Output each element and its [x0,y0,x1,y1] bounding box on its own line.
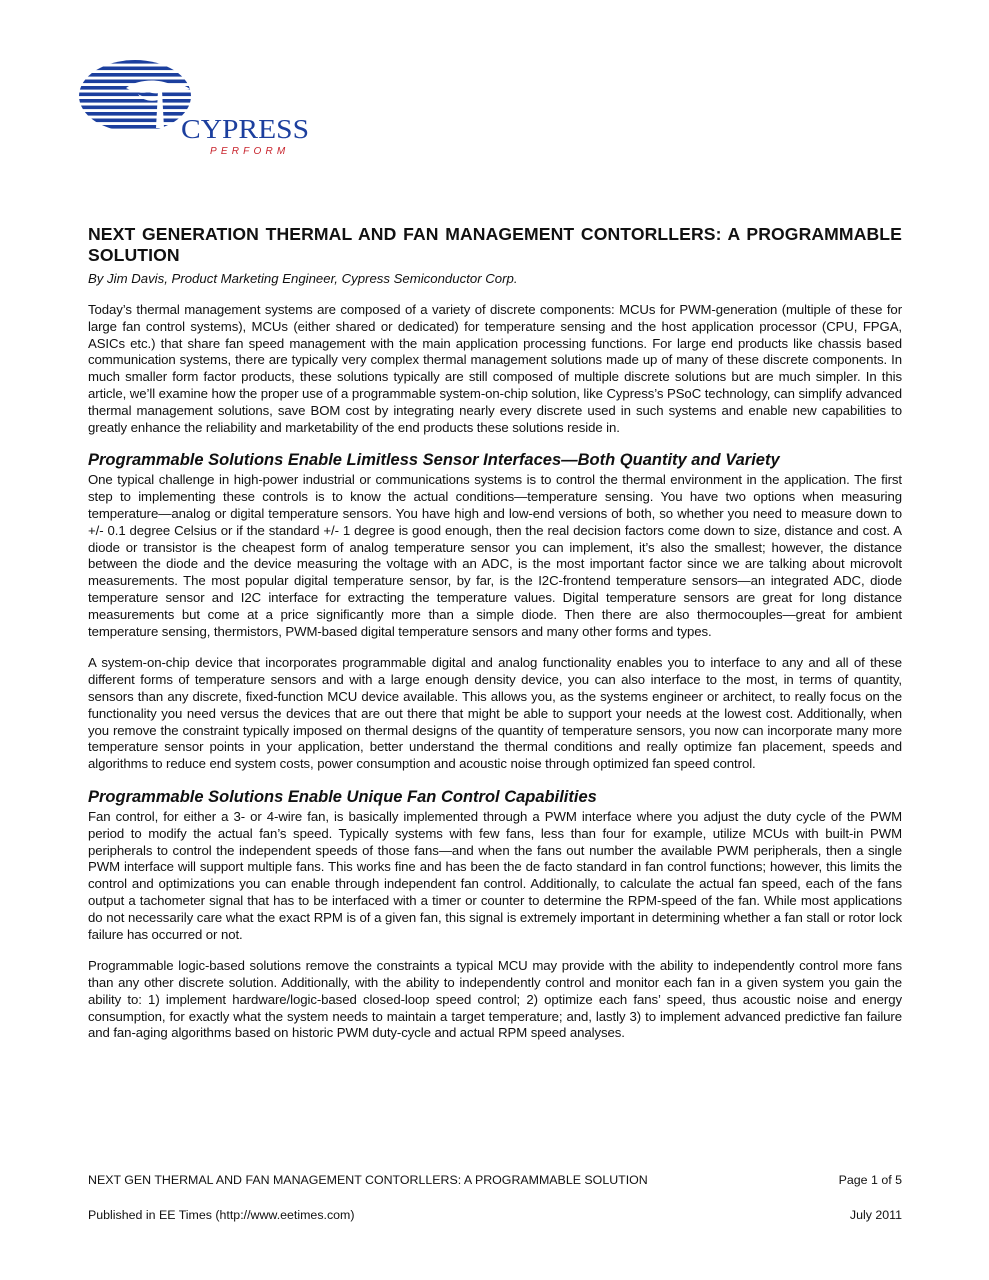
cypress-logo [78,58,318,162]
logo-brand: CYPRESS [181,114,309,144]
footer-running-title: NEXT GEN THERMAL AND FAN MANAGEMENT CONTORLLERS: A PROGRAMMABLE SOLUTION [88,1173,648,1187]
cypress-tree-trunk-icon [157,92,163,128]
intro-paragraph: Today’s thermal management systems are composed of a variety of discrete components: MCUs for PWM-generation (multiple of these for large fan control systems), MCUs (either shared or dedicated) for temperature sensing and the host application processor (CPU, FPGA, ASICs etc.) that share fan speed management with the main application processing functions. For large end products like chassis based communication systems, there are typically very complex thermal management solutions made up of many of these discrete components. In much smaller form factor products, these solutions typically are still composed of multiple discrete solutions but are much simpler. In this article, we’ll examine how the proper use of a programmable system-on-chip solution, like Cypress’s PSoC technology, can simplify advanced thermal management solutions, save BOM cost by integrating nearly every discrete used in such systems and enable new capabilities to greatly enhance the reliability and marketability of the end products these solutions reside in. [88,302,902,435]
section-heading-sensor-interfaces: Programmable Solutions Enable Limitless Sensor Interfaces—Both Quantity and Variety [88,451,780,470]
footer-date: July 2011 [849,1208,902,1222]
paragraph: One typical challenge in high-power industrial or communications systems is to control the thermal environment in the application. The first step to implementing these controls is to know the actual conditions—temperature sensing. You have two options when measuring temperature—analog or digital temperature sensors. You have high and low-end versions of both, so whether you need to measure down to +/- 0.1 degree Celsius or if the standard +/- 1 degree is good enough, then the real decision factors come down to size, distance and cost. A diode or transistor is the cheapest form of analog temperature sensor you can implement, it’s also the smallest; however, the distance between the diode and the device measuring the voltage with an ADC, is the most important factor since we are talking about microvolt measurements. The most popular digital temperature sensor, by far, is the I2C-frontend temperature sensors—an integrated ADC, diode temperature sensor and I2C interface for extracting the temperature values. Digital temperature sensors are great for long distance measurements but come at a price significantly more than a simple diode. Then there are also thermocouples—great for ambient temperature sensing, thermistors, PWM-based digital temperature sensors and many other forms and types. [88,472,902,639]
globe-stripes-icon [78,60,198,129]
footer-page-number: Page 1 of 5 [838,1173,902,1187]
paragraph: Fan control, for either a 3- or 4-wire fan, is basically implemented through a PWM interface where you adjust the duty cycle of the PWM period to modify the actual fan’s speed. Typically systems with few fans, less than four for example, utilize MCUs with built-in PWM peripherals to control the independent speeds of those fans—and when the fans out number the available PWM peripherals, then a single PWM interface will support multiple fans. This works fine and has been the de facto standard in fan control functions; however, this limits the control and optimizations you can enable through independent fan control. Additionally, to calculate the actual fan speed, each of the fans output a tachometer signal that has to be interfaced with a timer or counter to determine the RPM-speed of the fan. While most applications do not necessarily care what the exact RPM is of a given fan, this signal is extremely important in determining whether a fan stall or rotor lock failure has occurred or not. [88,808,902,942]
article [88,224,902,1042]
page-footer-bottom [88,1208,902,1223]
footer-publication: Published in EE Times (http://www.eetimes.com) [88,1208,355,1222]
article-title: NEXT GENERATION THERMAL AND FAN MANAGEMENT CONTORLLERS: A PROGRAMMABLE SOLUTION [88,224,902,265]
paragraph: Programmable logic-based solutions remove the constraints a typical MCU may provide with the ability to independently control more fans than any other discrete solution. Additionally, with the ability to independently control and monitor each fan in a given system you gain the ability to: 1) implement hardware/logic-based closed-loop speed control; 2) optimize each fans’ speed, thus acoustic noise and energy consumption, for exactly what the system needs to maintain a target temperature; and, lastly 3) to implement advanced predictive fan failure and fan-aging algorithms based on historic PWM duty-cycle and actual RPM speed analyses. [88,958,902,1041]
section-heading-fan-control: Programmable Solutions Enable Unique Fan Control Capabilities [88,787,597,806]
page-footer-top [88,1173,902,1188]
paragraph: A system-on-chip device that incorporates programmable digital and analog functionality enables you to interface to any and all of these different forms of temperature sensors and with a large enough density device, you can also interface to the most, in terms of quantity, sensors than any discrete, fixed-function MCU device available. This allows you, as the systems engineer or architect, to really focus on the functionality you need versus the devices that are out there that might be able to support your needs at the lowest cost. Additionally, when you remove the constraint typically imposed on thermal designs of the quantity of temperature sensors, you now can incorporate many more temperature sensor points in your application, better understand the thermal conditions and really optimize fan placement, speeds and algorithms to reduce end system costs, power consumption and acoustic noise through optimized fan speed control. [88,655,902,772]
article-byline: By Jim Davis, Product Marketing Engineer, Cypress Semiconductor Corp. [88,271,518,286]
logo-tagline: PERFORM [210,146,290,157]
